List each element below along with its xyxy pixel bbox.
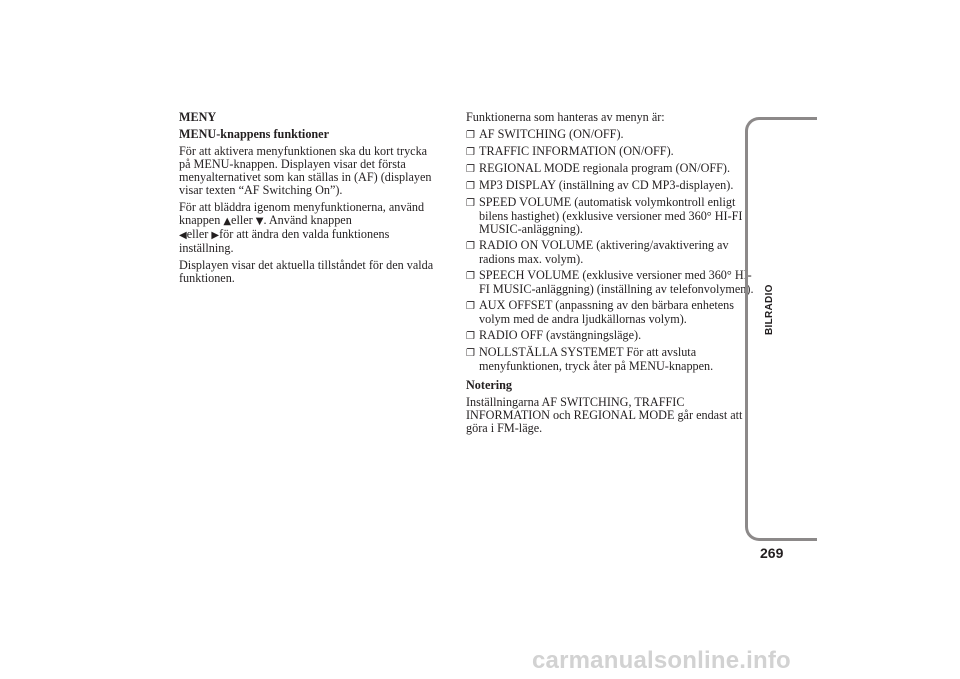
right-column: [466, 111, 756, 439]
up-arrow-icon: ▲: [223, 216, 232, 227]
section-heading: MENY: [179, 110, 217, 124]
list-item-text: SPEED VOLUME (automatisk volymkontroll enligt bilens hastighet) (exklusive versioner med 360° HI-FI MUSIC-anläggning).: [479, 195, 743, 236]
list-item-text: RADIO ON VOLUME (aktivering/avaktivering av radions max. volym).: [479, 238, 729, 266]
list-item: [466, 196, 756, 236]
checkbox-bullet-icon: ❐: [466, 301, 475, 312]
paragraph-2: [179, 201, 441, 255]
list-item: [466, 128, 756, 142]
note-text: Inställningarna AF SWITCHING, TRAFFIC INFORMATION och REGIONAL MODE går endast att göra i FM-läge.: [466, 395, 743, 435]
list-item-text: RADIO OFF (avstängningsläge).: [479, 328, 642, 342]
list-item: [466, 145, 756, 159]
list-item-text: MP3 DISPLAY (inställning av CD MP3-displayen).: [479, 178, 734, 192]
paragraph-1: För att aktivera menyfunktionen ska du kort trycka på MENU-knappen. Displayen visar det första menyalternativet som kan ställas in (AF) (displayen visar texten “AF Switching On”).: [179, 144, 432, 197]
list-item-text: SPEECH VOLUME (exklusive versioner med 360° HI-FI MUSIC-anläggning) (inställning av telefonvolymen).: [479, 268, 754, 296]
page-number: 269: [760, 545, 784, 561]
watermark: carmanualsonline.info: [532, 647, 791, 674]
list-item-text: NOLLSTÄLLA SYSTEMET För att avsluta menyfunktionen, tryck åter på MENU-knappen.: [479, 345, 714, 373]
right-arrow-icon: ▶: [211, 230, 220, 241]
section-tab: [745, 117, 817, 541]
checkbox-bullet-icon: ❐: [466, 331, 475, 342]
checkbox-bullet-icon: ❐: [466, 241, 475, 252]
list-item: [466, 239, 756, 266]
intro-text: Funktionerna som hanteras av menyn är:: [466, 110, 665, 124]
down-arrow-icon: ▼: [255, 216, 264, 227]
checkbox-bullet-icon: ❐: [466, 181, 475, 192]
left-column: [179, 111, 441, 289]
paragraph-3: Displayen visar det aktuella tillståndet för den valda funktionen.: [179, 258, 434, 285]
checkbox-bullet-icon: ❐: [466, 348, 475, 359]
note-heading: Notering: [466, 378, 513, 392]
subheading: MENU-knappens funktioner: [179, 127, 330, 141]
paragraph-2-part1: För att bläddra igenom menyfunktionerna, använd knappen: [179, 200, 425, 227]
list-item-text: AF SWITCHING (ON/OFF).: [479, 127, 624, 141]
list-item-text: AUX OFFSET (anpassning av den bärbara enhetens volym med de andra ljudkällornas volym).: [479, 298, 734, 326]
list-item: [466, 346, 756, 373]
paragraph-2-part3: . Använd knappen: [263, 213, 352, 227]
checkbox-bullet-icon: ❐: [466, 130, 475, 141]
checkbox-bullet-icon: ❐: [466, 164, 475, 175]
paragraph-2-part2: eller: [231, 213, 256, 227]
paragraph-2-part4: eller: [186, 227, 212, 241]
checkbox-bullet-icon: ❐: [466, 271, 475, 282]
list-item-text: REGIONAL MODE regionala program (ON/OFF).: [479, 161, 731, 175]
list-item: [466, 179, 756, 193]
list-item: [466, 299, 756, 326]
list-item: [466, 162, 756, 176]
checkbox-bullet-icon: ❐: [466, 147, 475, 158]
list-item-text: TRAFFIC INFORMATION (ON/OFF).: [479, 144, 674, 158]
checkbox-bullet-icon: ❐: [466, 198, 475, 209]
left-arrow-icon: ◀: [179, 230, 187, 241]
paragraph-2-part5: för att ändra den valda funktionens inställning.: [179, 227, 390, 255]
section-label: BILRADIO: [764, 284, 775, 335]
list-item: [466, 329, 756, 343]
list-item: [466, 269, 756, 296]
